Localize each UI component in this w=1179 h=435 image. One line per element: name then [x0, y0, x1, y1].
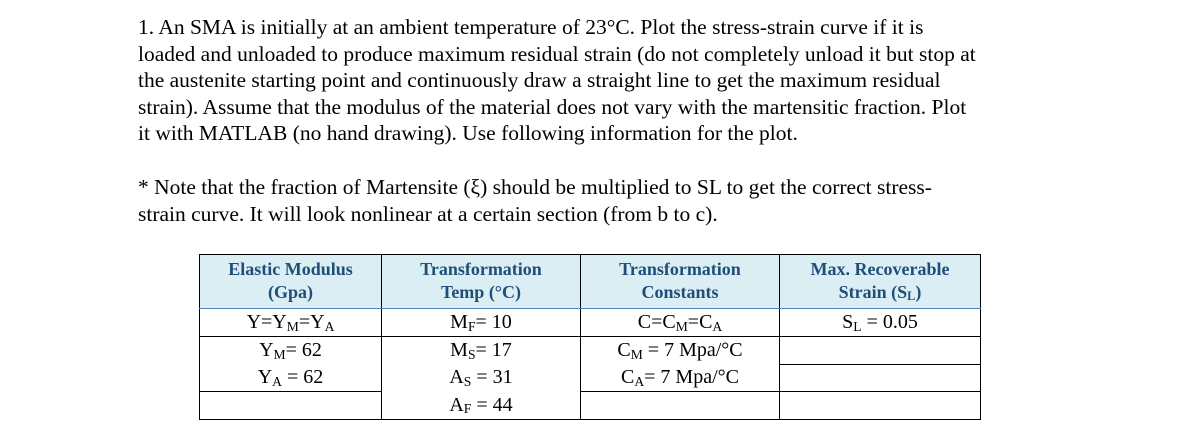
cell-empty [581, 392, 780, 420]
cell-text: C [617, 339, 631, 361]
cell-cm [581, 337, 780, 365]
cell-empty [780, 364, 981, 392]
material-properties-table [199, 254, 981, 420]
cell-subscript: S [463, 373, 472, 389]
problem-line-5: it with MATLAB (no hand drawing). Use following information for the plot. [138, 121, 798, 145]
cell-subscript: M [630, 346, 643, 362]
problem-line-3: the austenite starting point and continuously draw a straight line to get the maximum residual [138, 68, 941, 92]
cell-ms [382, 337, 581, 365]
problem-statement [138, 14, 1138, 147]
cell-subscript: A [324, 318, 335, 334]
cell-subscript: A [272, 373, 282, 389]
note-line-1: * Note that the fraction of Martensite (ξ) should be multiplied to SL to get the correct stress- [138, 175, 932, 199]
header-max-recoverable-strain [780, 255, 981, 309]
cell-constants-equality [581, 309, 780, 337]
header-transformation-constants-line2: Constants [641, 282, 719, 302]
problem-line-2: loaded and unloaded to produce maximum residual strain (do not completely unload it but stop at [138, 41, 976, 66]
strain-label: Strain (S [838, 282, 908, 302]
cell-subscript: M [273, 346, 286, 362]
strain-subscript: L [907, 289, 916, 304]
problem-line-4: strain). Assume that the modulus of the material does not vary with the martensitic fraction. Plot [138, 94, 967, 119]
table-row [200, 392, 981, 420]
header-transformation-temp [382, 255, 581, 309]
cell-text: = 31 [471, 366, 513, 388]
header-transformation-temp-line1: Transformation [420, 259, 542, 279]
table-row [200, 309, 981, 337]
cell-subscript: M [675, 318, 688, 334]
cell-text: Y [259, 339, 274, 361]
cell-text: =Y [298, 311, 325, 333]
cell-text: M [450, 311, 468, 333]
cell-text: = 17 [475, 339, 512, 361]
header-elastic-modulus-line1: Elastic Modulus [228, 259, 353, 279]
cell-modulus-equality [200, 309, 382, 337]
table-row [200, 364, 981, 392]
cell-text: S [842, 311, 854, 333]
cell-empty [780, 337, 981, 365]
table-row [200, 337, 981, 365]
cell-as [382, 364, 581, 392]
cell-empty [200, 392, 382, 420]
cell-text: C=C [637, 311, 676, 333]
cell-subscript: F [467, 318, 476, 334]
cell-text: = 44 [471, 393, 513, 416]
cell-text: Y [257, 366, 273, 388]
cell-text: =C [687, 311, 713, 333]
cell-text: = 62 [285, 339, 322, 361]
cell-subscript: F [463, 401, 472, 417]
cell-sl [780, 309, 981, 337]
cell-subscript: M [286, 318, 299, 334]
cell-text: = 7 Mpa/°C [642, 339, 743, 361]
table-header-row [200, 255, 981, 309]
cell-text: = 10 [475, 311, 512, 333]
header-transformation-constants [581, 255, 780, 309]
cell-ca [581, 364, 780, 392]
cell-subscript: S [467, 346, 476, 362]
cell-text: = 0.05 [861, 311, 918, 333]
cell-subscript: L [853, 318, 862, 334]
cell-mf [382, 309, 581, 337]
cell-ya [200, 364, 382, 392]
note-paragraph [138, 174, 1138, 228]
header-max-recoverable-strain-line2 [839, 282, 922, 302]
cell-text: = 7 Mpa/°C [644, 366, 739, 388]
cell-empty [780, 392, 981, 420]
cell-subscript: A [712, 318, 723, 334]
cell-text: A [449, 366, 464, 388]
cell-text: A [449, 393, 464, 416]
header-elastic-modulus [200, 255, 382, 309]
problem-line-1: 1. An SMA is initially at an ambient temperature of 23°C. Plot the stress-strain curve if it is [138, 15, 924, 39]
header-max-recoverable-strain-line1: Max. Recoverable [810, 259, 950, 279]
cell-text: Y=Y [246, 311, 287, 333]
cell-text: = 62 [282, 366, 324, 388]
strain-paren: ) [915, 282, 922, 302]
header-transformation-constants-line1: Transformation [619, 259, 741, 279]
header-elastic-modulus-line2: (Gpa) [268, 282, 313, 302]
header-transformation-temp-line2: Temp (°C) [440, 282, 522, 302]
cell-ym [200, 337, 382, 365]
cell-text: C [620, 366, 635, 388]
note-line-2: strain curve. It will look nonlinear at a certain section (from b to c). [138, 202, 718, 226]
cell-text: M [450, 339, 468, 361]
cell-af [382, 392, 581, 420]
cell-subscript: A [634, 373, 645, 389]
